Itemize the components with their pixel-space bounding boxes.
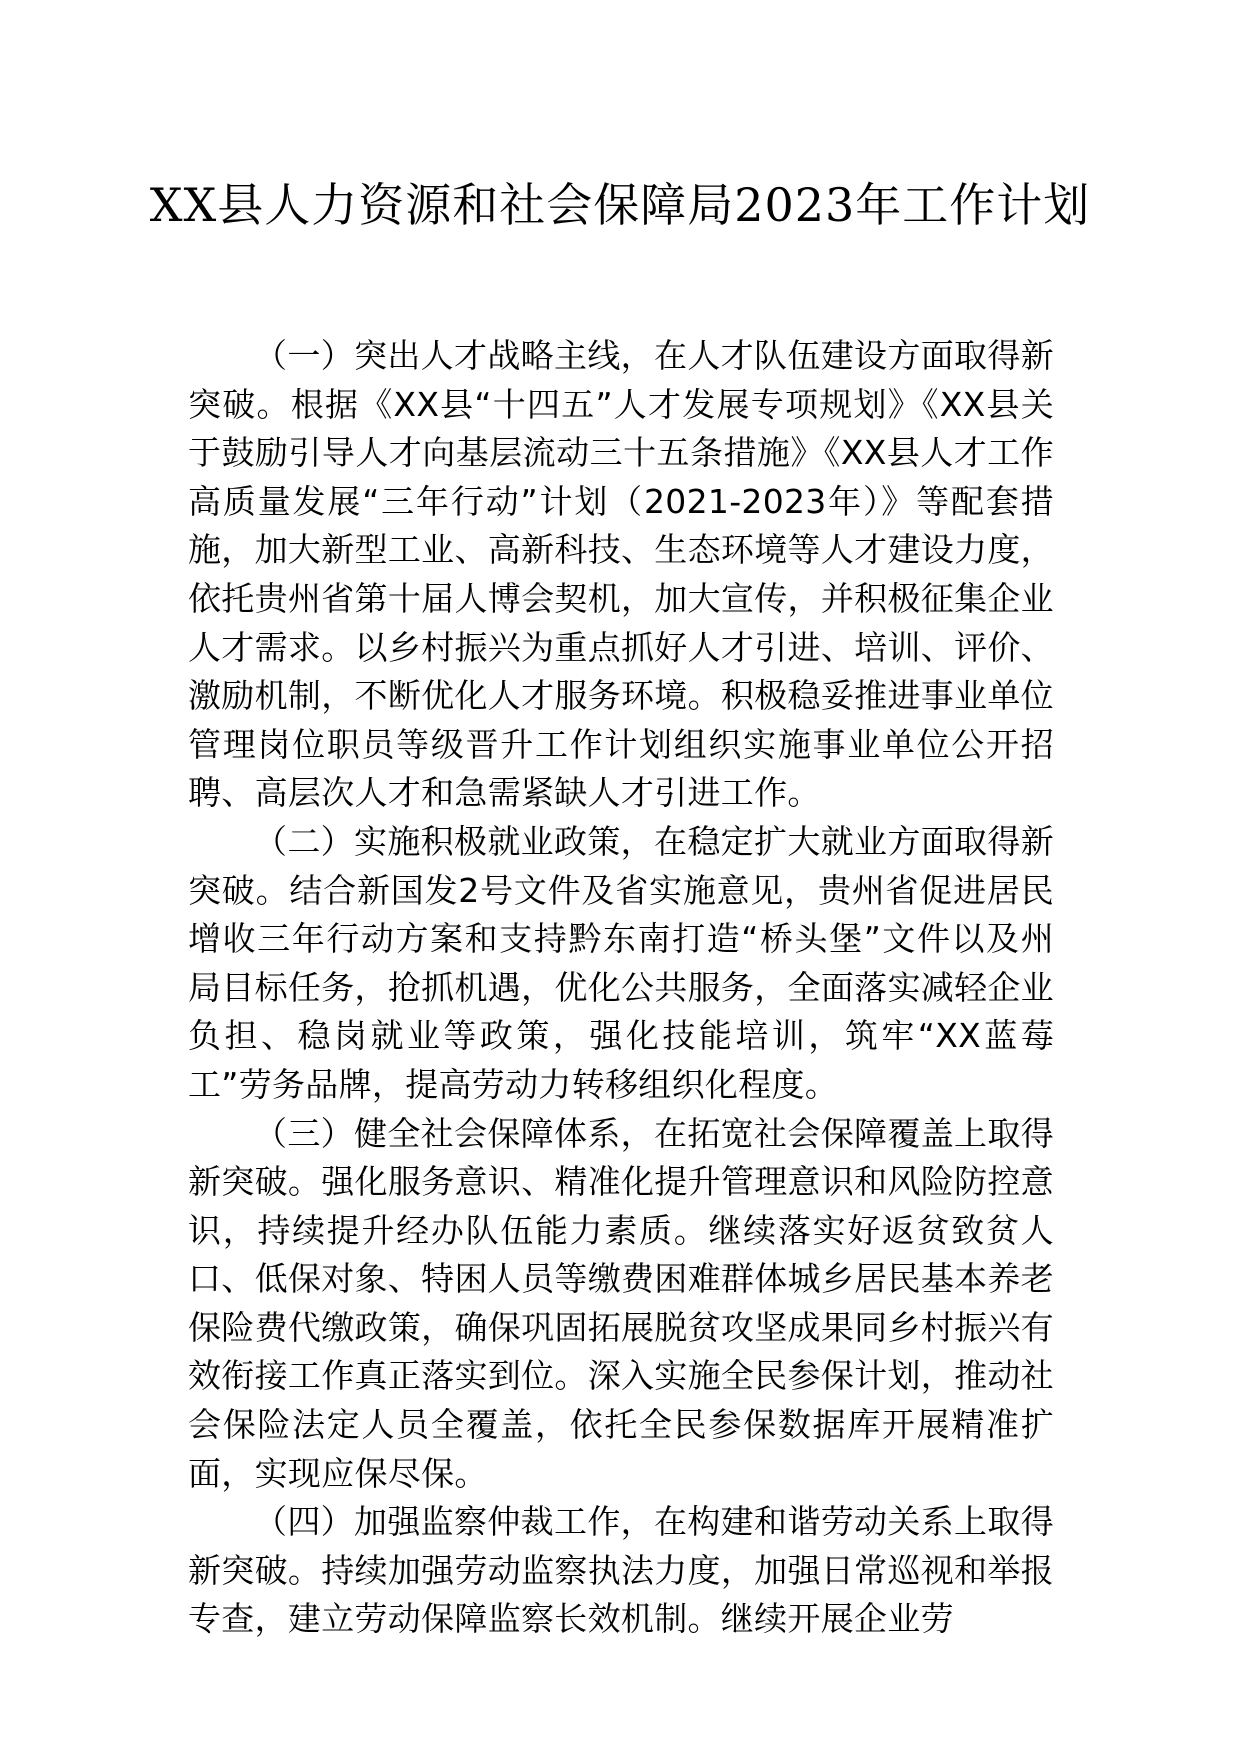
paragraph-social-security: （三）健全社会保障体系，在拓宽社会保障覆盖上取得新突破。强化服务意识、精准化提升管理意识和风险防控意识，持续提升经办队伍能力素质。继续落实好返贫致贫人口、低保对象、特困人员等缴费困难群体城乡居民基本养老保险费代缴政策，确保巩固拓展脱贫攻坚成果同乡村振兴有效衔接工作真正落实到位。深入实施全民参保计划，推动社会保险法定人员全覆盖，依托全民参保数据库开展精准扩面，实现应保尽保。 (188, 1113, 1054, 1493)
document-body (188, 332, 1054, 1644)
paragraph-talent: （一）突出人才战略主线，在人才队伍建设方面取得新突破。根据《XX县“十四五”人才发展专项规划》《XX县关于鼓励引导人才向基层流动三十五条措施》《XX县人才工作高质量发展“三年行动”计划（2021-2023年）》等配套措施，加大新型工业、高新科技、生态环境等人才建设力度，依托贵州省第十届人博会契机，加大宣传，并积极征集企业人才需求。以乡村振兴为重点抓好人才引进、培训、评价、激励机制，不断优化人才服务环境。积极稳妥推进事业单位管理岗位职员等级晋升工作计划组织实施事业单位公开招聘、高层次人才和急需紧缺人才引进工作。 (188, 336, 1054, 813)
paragraph-employment: （二）实施积极就业政策，在稳定扩大就业方面取得新突破。结合新国发2号文件及省实施意见，贵州省促进居民增收三年行动方案和支持黔东南打造“桥头堡”文件以及州局目标任务，抢抓机遇，优化公共服务，全面落实减轻企业负担、稳岗就业等政策，强化技能培训，筑牢“XX蓝莓工”劳务品牌，提高劳动力转移组织化程度。 (188, 821, 1054, 1104)
paragraph-labor-inspection: （四）加强监察仲裁工作，在构建和谐劳动关系上取得新突破。持续加强劳动监察执法力度，加强日常巡视和举报专查，建立劳动保障监察长效机制。继续开展企业劳 (188, 1502, 1054, 1639)
document-title: XX县人力资源和社会保障局2023年工作计划 (149, 178, 1091, 232)
